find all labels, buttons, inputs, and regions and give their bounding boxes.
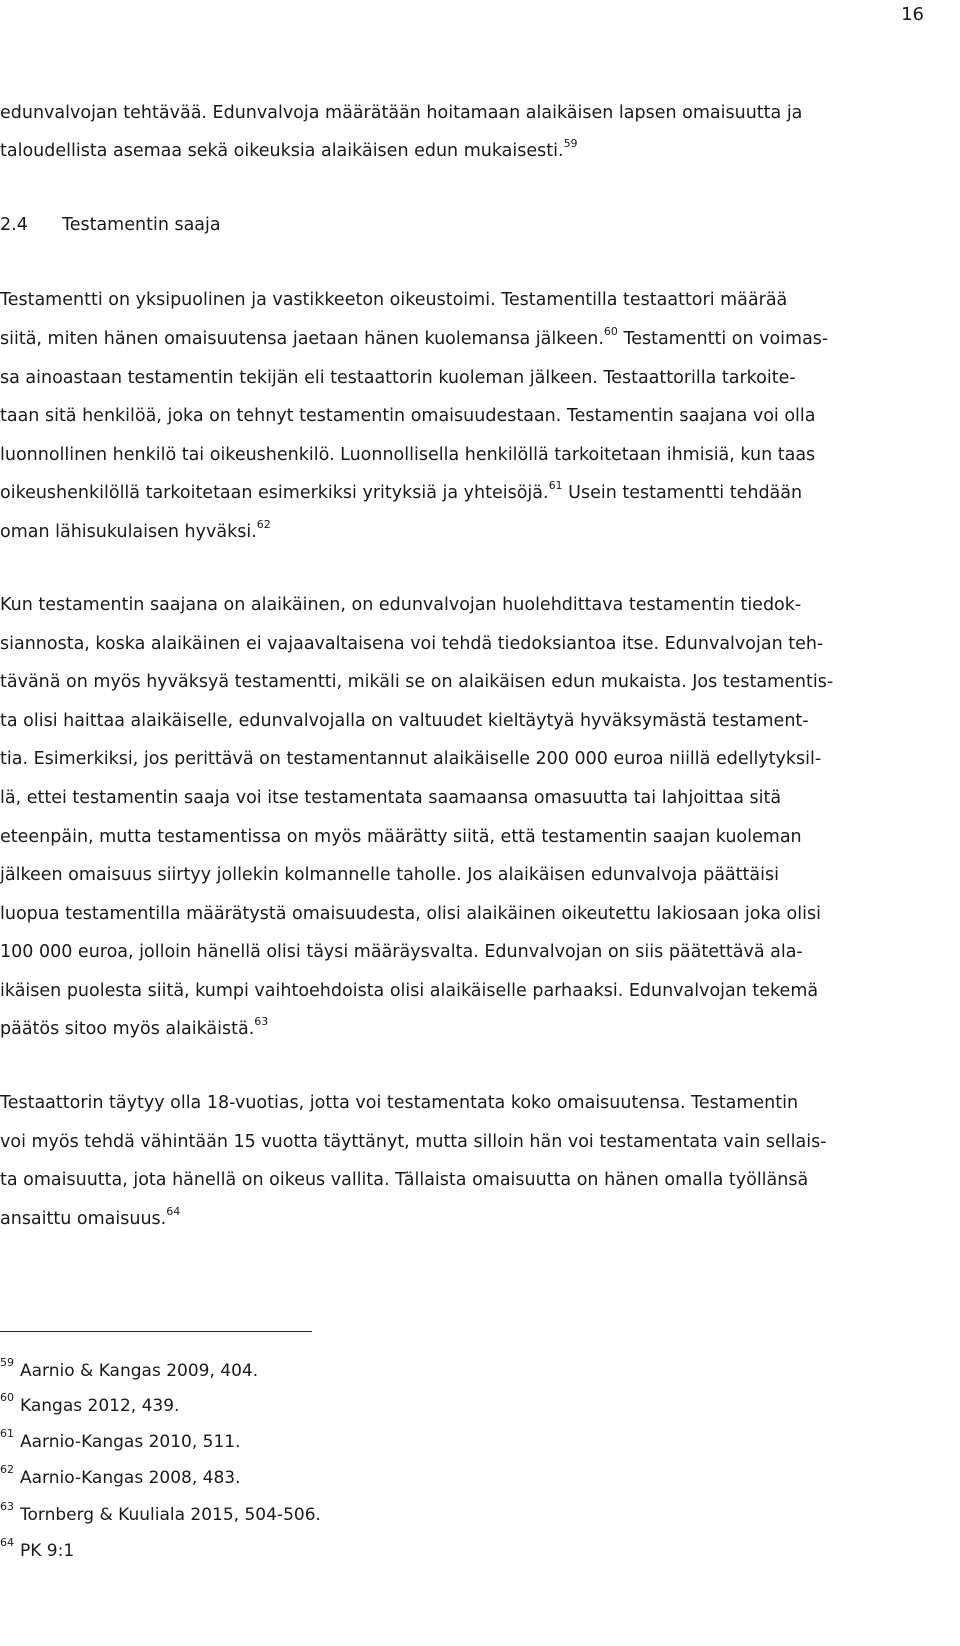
page-number: 16	[901, 4, 924, 25]
text-line: luopua testamentilla määrätystä omaisuudesta, olisi alaikäinen oikeutettu lakiosaan joka olisi	[0, 904, 821, 924]
text-span: Usein testamentti tehdään	[568, 483, 803, 503]
text-line: ta olisi haittaa alaikäiselle, edunvalvojalla on valtuudet kieltäytyä hyväksymästä testament-	[0, 711, 809, 731]
footnote-text: Tornberg & Kuuliala 2015, 504-506.	[20, 1505, 321, 1525]
footnote-text: Kangas 2012, 439.	[20, 1396, 180, 1416]
section-title: Testamentin saaja	[62, 215, 221, 235]
text-line: ikäisen puolesta siitä, kumpi vaihtoehdoista olisi alaikäiselle parhaaksi. Edunvalvojan tekemä	[0, 981, 819, 1001]
text-line: eteenpäin, mutta testamentissa on myös määrätty siitä, että testamentin saajan kuoleman	[0, 827, 802, 847]
text-line: voi myös tehdä vähintään 15 vuotta täyttänyt, mutta silloin hän voi testamentata vain sellais-	[0, 1132, 827, 1152]
footnote-text: Aarnio & Kangas 2009, 404.	[20, 1361, 259, 1381]
footnote-ref[interactable]: 64	[166, 1205, 181, 1218]
text-line	[0, 479, 803, 503]
text-line	[0, 1205, 181, 1229]
text-span: oikeushenkilöllä tarkoitetaan esimerkiksi yrityksiä ja yhteisöjä.	[0, 483, 549, 503]
footnote-number: 59	[0, 1356, 14, 1369]
footnote-item	[0, 1356, 259, 1381]
text-line	[0, 325, 829, 349]
section-heading	[0, 217, 221, 235]
text-line: sa ainoastaan testamentin tekijän eli testaattorin kuoleman jälkeen. Testaattorilla tarkoite-	[0, 368, 796, 388]
footnote-item	[0, 1536, 75, 1561]
text-line	[0, 518, 271, 542]
text-line: ta omaisuutta, jota hänellä on oikeus vallita. Tällaista omaisuutta on hänen omalla työllänsä	[0, 1170, 809, 1190]
text-span: Testamentti on voimas-	[623, 329, 829, 349]
text-line: lä, ettei testamentin saaja voi itse testamentata saamaansa omasuutta tai lahjoittaa sitä	[0, 788, 782, 808]
footnote-ref[interactable]: 59	[563, 137, 578, 150]
text-line: 100 000 euroa, jolloin hänellä olisi täysi määräysvalta. Edunvalvojan on siis päätettävä ala-	[0, 942, 803, 962]
text-line	[0, 137, 578, 161]
footnote-number: 64	[0, 1536, 14, 1549]
footnote-number: 62	[0, 1463, 14, 1476]
text-line: tia. Esimerkiksi, jos perittävä on testamentannut alaikäiselle 200 000 euroa niillä edellytyksil-	[0, 749, 822, 769]
text-span: taloudellista asemaa sekä oikeuksia alaikäisen edun mukaisesti.	[0, 141, 564, 161]
footnote-separator	[0, 1331, 312, 1332]
text-span: päätös sitoo myös alaikäistä.	[0, 1019, 255, 1039]
footnote-number: 61	[0, 1427, 14, 1440]
text-line: Testamentti on yksipuolinen ja vastikkeeton oikeustoimi. Testamentilla testaattori määrää	[0, 290, 788, 310]
footnote-text: Aarnio-Kangas 2010, 511.	[20, 1432, 241, 1452]
text-span: ansaittu omaisuus.	[0, 1209, 167, 1229]
footnote-item	[0, 1427, 241, 1452]
footnote-text: PK 9:1	[20, 1541, 75, 1561]
footnote-number: 63	[0, 1500, 14, 1513]
footnote-ref[interactable]: 63	[254, 1015, 269, 1028]
text-span: siitä, miten hänen omaisuutensa jaetaan hänen kuolemansa jälkeen.	[0, 329, 604, 349]
text-line: luonnollinen henkilö tai oikeushenkilö. Luonnollisella henkilöllä tarkoitetaan ihmisiä, kun taas	[0, 445, 816, 465]
footnote-text: Aarnio-Kangas 2008, 483.	[20, 1468, 241, 1488]
text-line: Kun testamentin saajana on alaikäinen, on edunvalvojan huolehdittava testamentin tiedok-	[0, 595, 802, 615]
footnote-item	[0, 1500, 321, 1525]
text-line	[0, 1015, 269, 1039]
footnote-ref[interactable]: 60	[603, 325, 618, 338]
text-line: edunvalvojan tehtävää. Edunvalvoja määrätään hoitamaan alaikäisen lapsen omaisuutta ja	[0, 103, 803, 123]
footnote-ref[interactable]: 61	[548, 479, 563, 492]
text-span: oman lähisukulaisen hyväksi.	[0, 522, 257, 542]
text-line: siannosta, koska alaikäinen ei vajaavaltaisena voi tehdä tiedoksiantoa itse. Edunvalvojan teh-	[0, 634, 824, 654]
text-line: taan sitä henkilöä, joka on tehnyt testamentin omaisuudestaan. Testamentin saajana voi olla	[0, 406, 816, 426]
text-line: tävänä on myös hyväksyä testamentti, mikäli se on alaikäisen edun mukaista. Jos testamentis-	[0, 672, 834, 692]
text-line: Testaattorin täytyy olla 18-vuotias, jotta voi testamentata koko omaisuutensa. Testamentin	[0, 1093, 799, 1113]
footnote-item	[0, 1463, 241, 1488]
section-number: 2.4	[0, 215, 28, 235]
footnote-ref[interactable]: 62	[256, 518, 271, 531]
footnote-item	[0, 1391, 180, 1416]
footnote-number: 60	[0, 1391, 14, 1404]
text-line: jälkeen omaisuus siirtyy jollekin kolmannelle taholle. Jos alaikäisen edunvalvoja päättäisi	[0, 865, 779, 885]
